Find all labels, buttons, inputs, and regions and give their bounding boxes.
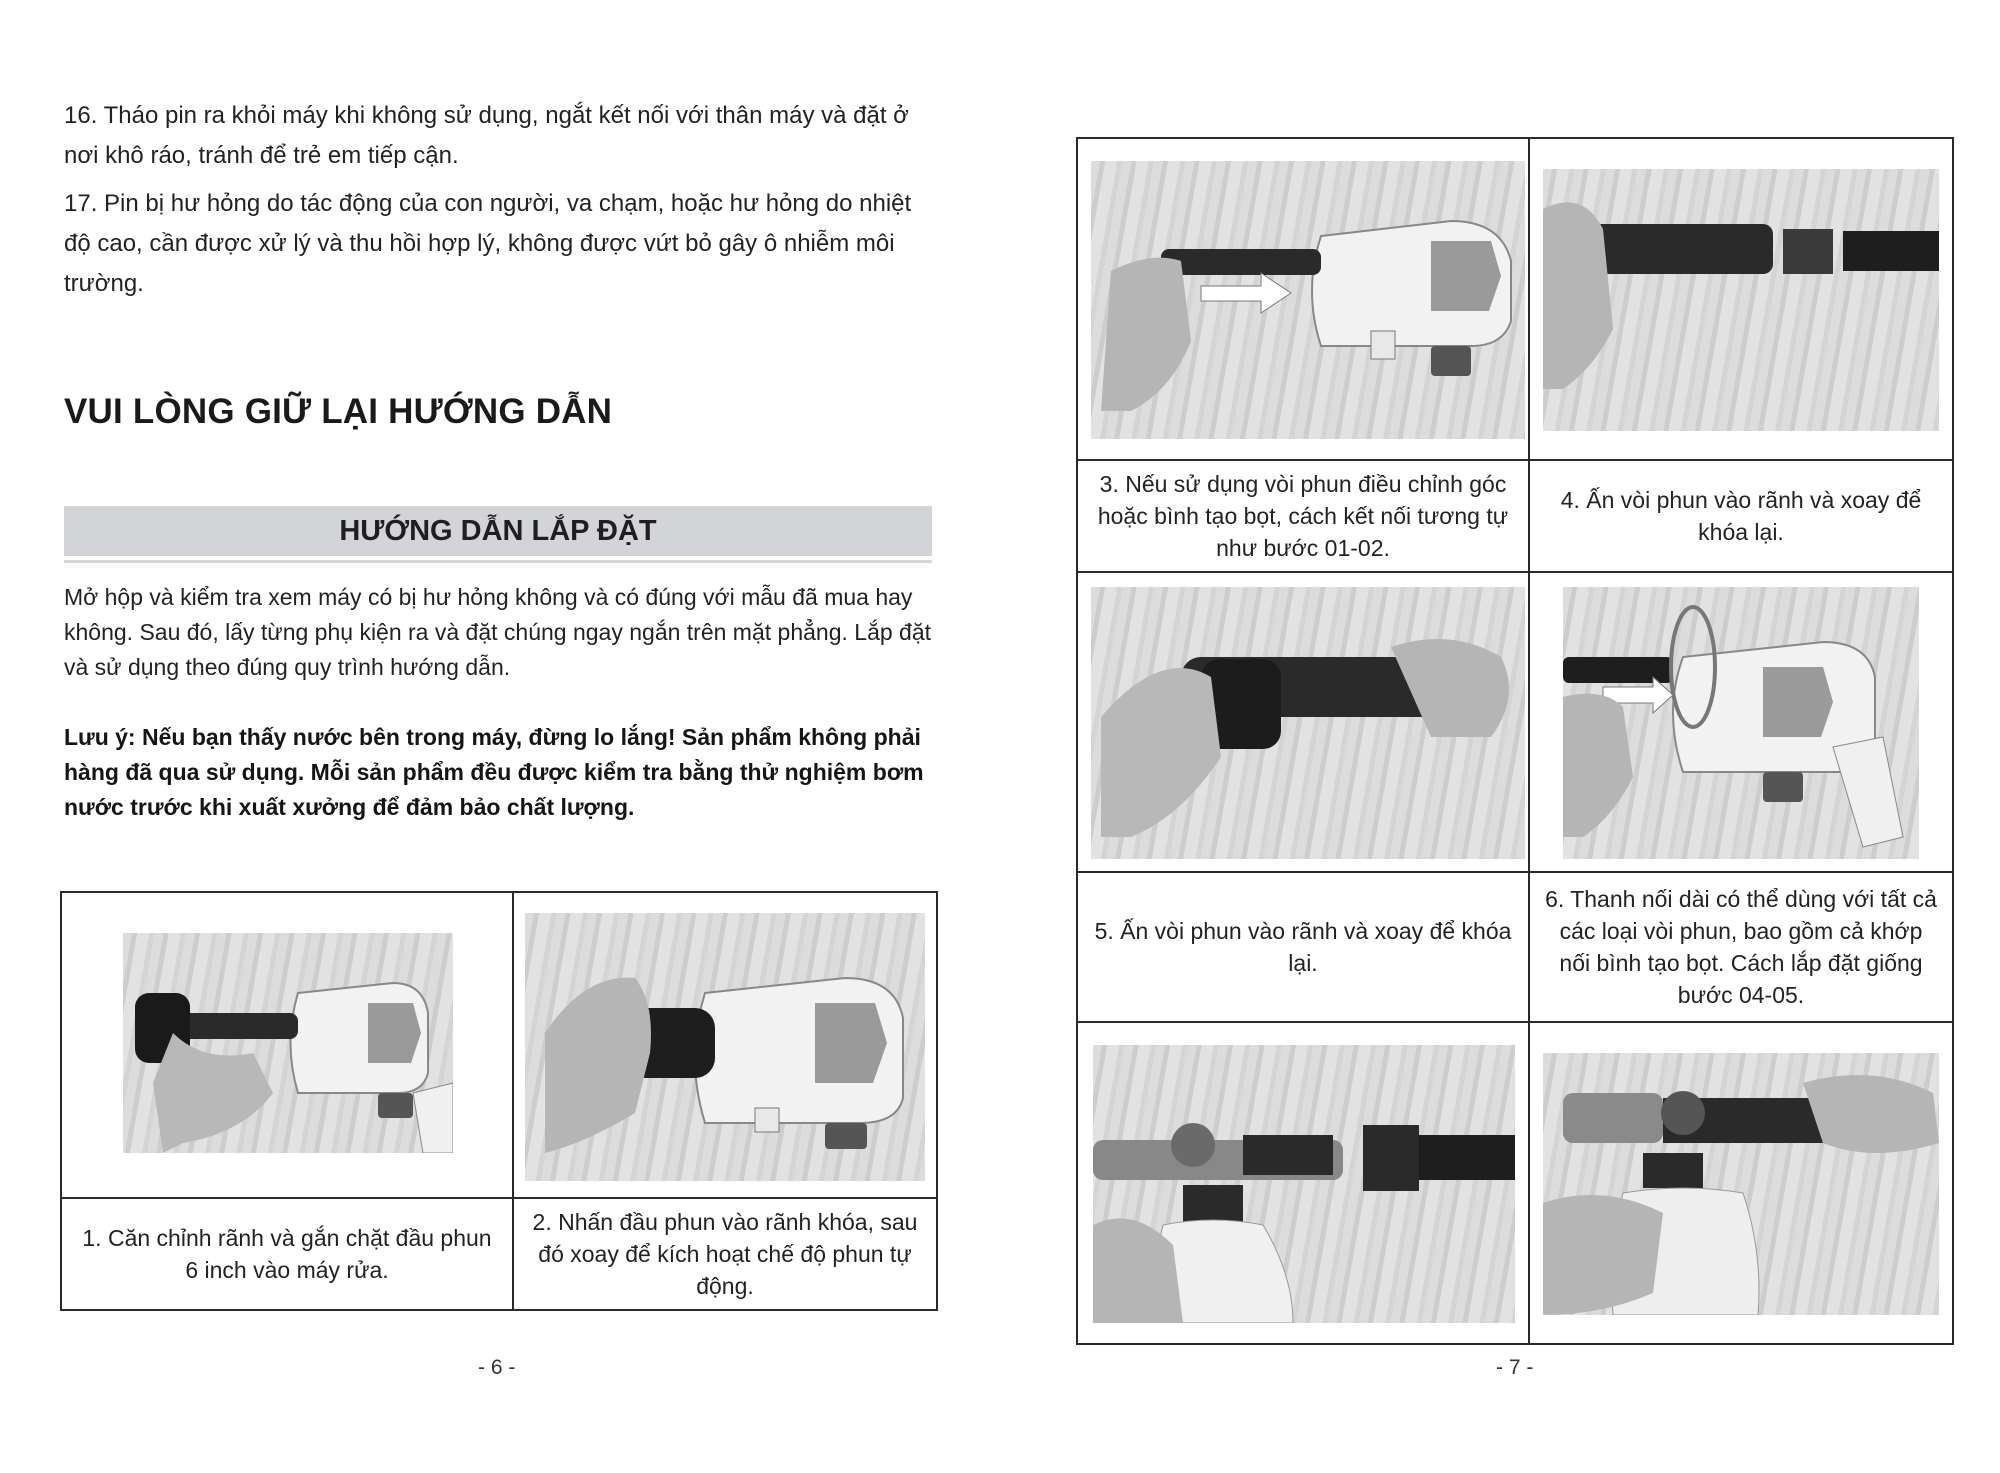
list-item-17: 17. Pin bị hư hỏng do tác động của con người, va chạm, hoặc hư hỏng do nhiệt độ cao, cần được xử lý và thu hồi hợp lý, không được vứt bỏ gây ô nhiễm môi trường. (64, 190, 912, 297)
step-2-photo (525, 913, 925, 1181)
step-4-photo (1543, 169, 1939, 431)
step-5-caption: 5. Ấn vòi phun vào rãnh và xoay để khóa lại. (1077, 872, 1529, 1022)
step-2-image-cell (513, 892, 937, 1198)
section-header (64, 506, 932, 556)
intro-paragraph: Mở hộp và kiểm tra xem máy có bị hư hỏng không và có đúng với mẫu đã mua hay không. Sau đó, lấy từng phụ kiện ra và đặt chúng ngay ngắn trên mặt phẳng. Lắp đặt và sử dụng theo đúng quy trình hướng dẫn. (64, 584, 932, 680)
step-4-caption: 4. Ấn vòi phun vào rãnh và xoay để khóa lại. (1529, 460, 1953, 572)
step-3-photo (1091, 161, 1525, 439)
section-title: HƯỚNG DẪN LẮP ĐẶT (339, 514, 657, 547)
step-1-image-cell (61, 892, 513, 1198)
step-5-photo (1091, 587, 1525, 859)
keep-instructions-heading: VUI LÒNG GIỮ LẠI HƯỚNG DẪN (64, 392, 613, 431)
step-2-caption: 2. Nhấn đầu phun vào rãnh khóa, sau đó xoay để kích hoạt chế độ phun tự động. (513, 1198, 937, 1310)
page-number: - 6 - (478, 1356, 516, 1379)
step-6-caption: 6. Thanh nối dài có thể dùng với tất cả các loại vòi phun, bao gồm cả khớp nối bình tạo bọt. Cách lắp đặt giống bước 04-05. (1529, 872, 1953, 1022)
page-number: - 7 - (1496, 1356, 1534, 1379)
steps-table-right (1076, 137, 1954, 1345)
step-3-image-cell (1077, 138, 1529, 460)
step-7-image-cell (1077, 1022, 1529, 1344)
list-item-16: 16. Tháo pin ra khỏi máy khi không sử dụng, ngắt kết nối với thân máy và đặt ở nơi khô ráo, tránh để trẻ em tiếp cận. (64, 102, 909, 169)
page-7 (1000, 0, 2000, 1473)
step-1-photo (123, 933, 453, 1153)
note-paragraph: Lưu ý: Nếu bạn thấy nước bên trong máy, đừng lo lắng! Sản phẩm không phải hàng đã qua sử dụng. Mỗi sản phẩm đều được kiểm tra bằng thử nghiệm bơm nước trước khi xuất xưởng để đảm bảo chất lượng. (64, 724, 924, 820)
foam-bottle-attached-photo (1543, 1053, 1939, 1315)
section-underline (64, 560, 932, 563)
step-3-caption: 3. Nếu sử dụng vòi phun điều chỉnh góc hoặc bình tạo bọt, cách kết nối tương tự như bước 01-02. (1077, 460, 1529, 572)
foam-bottle-photo (1093, 1045, 1515, 1323)
step-5-image-cell (1077, 572, 1529, 872)
step-6-image-cell (1529, 572, 1953, 872)
steps-table-left (60, 891, 938, 1311)
step-1-caption: 1. Căn chỉnh rãnh và gắn chặt đầu phun 6 inch vào máy rửa. (61, 1198, 513, 1310)
step-6-photo (1563, 587, 1919, 859)
step-8-image-cell (1529, 1022, 1953, 1344)
step-4-image-cell (1529, 138, 1953, 460)
